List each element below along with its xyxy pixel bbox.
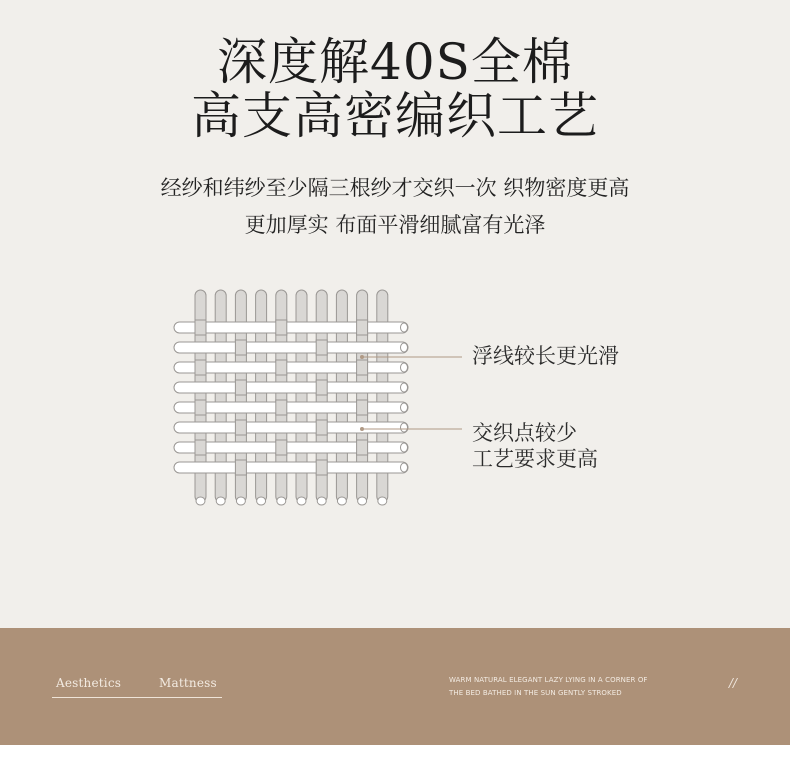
- brand-band: [0, 628, 790, 745]
- weft-thread-end: [401, 343, 408, 352]
- interlace-point: [276, 440, 287, 455]
- headline-line-1: 深度解40S全棉: [217, 33, 573, 91]
- warp-thread-end: [196, 497, 205, 505]
- footer-strip: [0, 745, 790, 775]
- description-line-2: 更加厚实 布面平滑细腻富有光泽: [244, 213, 546, 237]
- interlace-point: [316, 420, 327, 435]
- warp-thread-end: [236, 497, 245, 505]
- interlace-point: [316, 380, 327, 395]
- band-tagline-line-2: THE BED BATHED IN THE SUN GENTLY STROKED: [449, 689, 622, 697]
- weft-thread: [174, 402, 408, 413]
- callout-few-points-line-1: 交织点较少: [472, 421, 577, 445]
- interlace-point: [235, 460, 246, 475]
- weft-thread: [174, 322, 408, 333]
- interlace-point: [235, 420, 246, 435]
- warp-thread-end: [257, 497, 266, 505]
- warp-thread-end: [277, 497, 286, 505]
- interlace-point: [195, 440, 206, 455]
- interlace-point: [276, 360, 287, 375]
- weft-thread: [174, 382, 408, 393]
- weft-thread-end: [401, 423, 408, 432]
- interlace-point: [316, 340, 327, 355]
- warp-thread-end: [337, 497, 346, 505]
- interlace-point: [357, 320, 368, 335]
- interlace-point: [357, 440, 368, 455]
- band-underline: [52, 697, 222, 698]
- description-line-1: 经纱和纬纱至少隔三根纱才交织一次 织物密度更高: [160, 176, 630, 200]
- weft-thread: [174, 462, 408, 473]
- weft-thread-end: [401, 363, 408, 372]
- weft-thread-end: [401, 323, 408, 332]
- weft-thread: [174, 342, 408, 353]
- interlace-point: [357, 360, 368, 375]
- weft-thread: [174, 442, 408, 453]
- interlace-point: [316, 460, 327, 475]
- weave-diagram: [168, 286, 418, 510]
- warp-thread-end: [297, 497, 306, 505]
- callout-long-float: 浮线较长更光滑: [472, 344, 619, 368]
- weft-thread: [174, 362, 408, 373]
- interlace-point: [357, 400, 368, 415]
- band-tagline-line-1: WARM NATURAL ELEGANT LAZY LYING IN A CORNER OF: [449, 676, 648, 684]
- weft-thread-end: [401, 463, 408, 472]
- interlace-point: [235, 340, 246, 355]
- interlace-point: [276, 400, 287, 415]
- weft-thread-end: [401, 383, 408, 392]
- band-word-aesthetics: Aesthetics: [56, 676, 122, 690]
- interlace-point: [195, 320, 206, 335]
- interlace-point: [235, 380, 246, 395]
- callout-few-points: [472, 420, 598, 472]
- callout-few-points-line-2: 工艺要求更高: [472, 447, 598, 471]
- weft-thread: [174, 422, 408, 433]
- band-slash-mark: //: [729, 676, 738, 690]
- interlace-point: [195, 400, 206, 415]
- warp-thread-end: [358, 497, 367, 505]
- band-word-mattness: Mattness: [159, 676, 217, 690]
- weave-svg: [168, 286, 418, 510]
- headline-line-2: 高支高密编织工艺: [191, 87, 599, 145]
- weft-thread-end: [401, 443, 408, 452]
- warp-thread-end: [216, 497, 225, 505]
- interlace-point: [276, 320, 287, 335]
- warp-thread-end: [378, 497, 387, 505]
- warp-thread-end: [317, 497, 326, 505]
- weft-thread-end: [401, 403, 408, 412]
- interlace-point: [195, 360, 206, 375]
